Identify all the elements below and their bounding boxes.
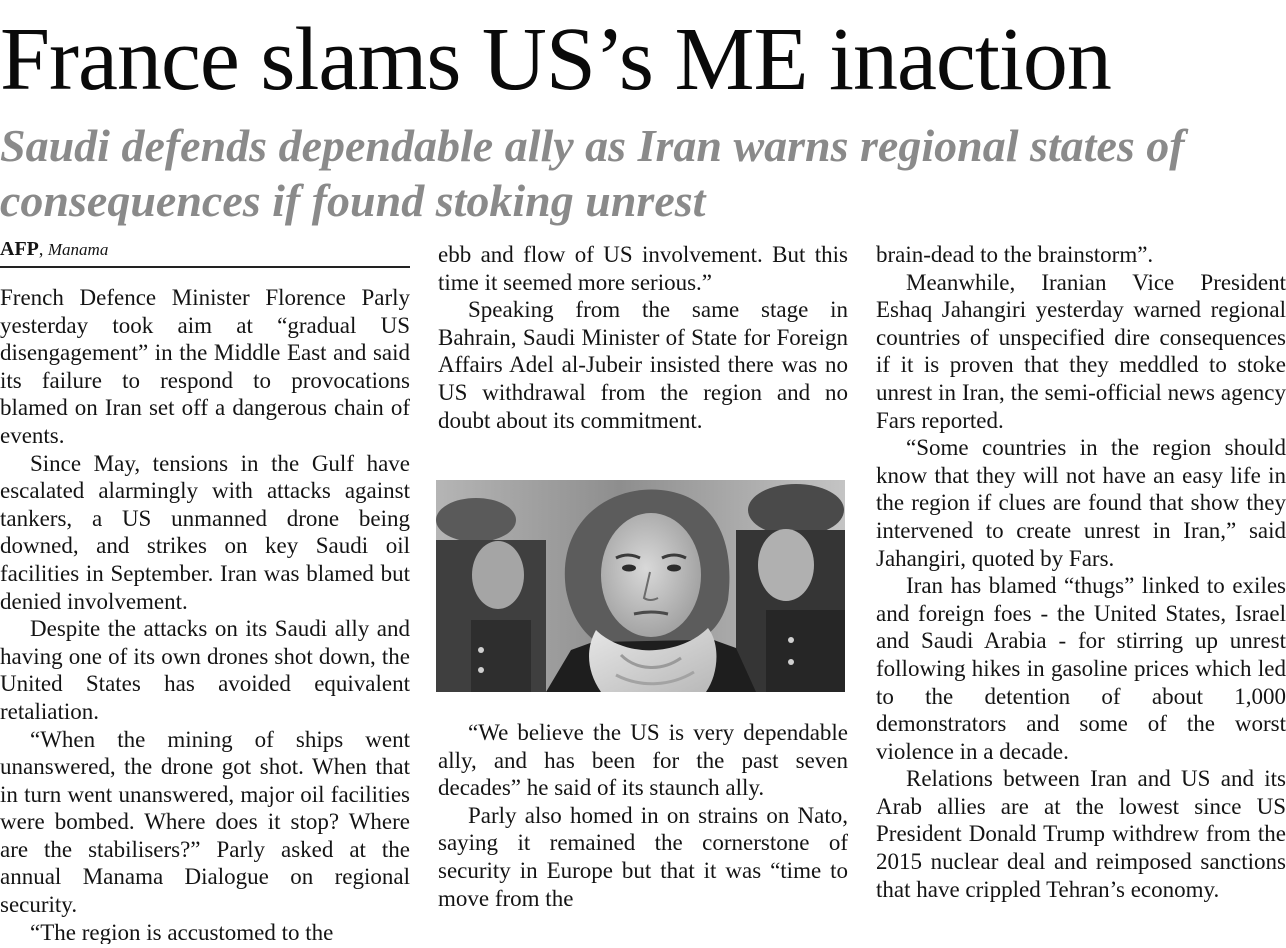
article-paragraph: Relations between Iran and US and its Arab allies are at the lowest since US President Donald Trump withdrew from the 2015 nuclear deal and reimposed sanctions that have crippled Tehran’s economy. xyxy=(876,766,1286,902)
article-paragraph: “The region is accustomed to the xyxy=(30,919,334,944)
headline: France slams US’s ME inaction xyxy=(0,10,1111,109)
subheadline: Saudi defends dependable ally as Iran warns regional states of consequences if found stoking unrest xyxy=(0,120,1185,226)
article-paragraph: Since May, tensions in the Gulf have escalated alarmingly with attacks against tankers, a US unmanned drone being downed, and strikes on key Saudi oil facilities in September. Iran was blamed but denied involvement. xyxy=(0,450,410,614)
article-column-2-top xyxy=(438,241,848,471)
article-paragraph: Meanwhile, Iranian Vice President Eshaq Jahangiri yesterday warned regional countries of unspecified dire consequences if it is proven that they meddled to stoke unrest in Iran, the semi-official news agency Fars reported. xyxy=(876,269,1286,433)
article-paragraph: Speaking from the same stage in Bahrain, Saudi Minister of State for Foreign Affairs Adel al-Jubeir insisted there was no US withdrawal from the region and no doubt about its commitment. xyxy=(438,297,848,433)
article-paragraph: “Some countries in the region should know that they will not have an easy life in the region if clues are found that show they intervened to create unrest in Iran,” said Jahangiri, quoted by Fars. xyxy=(876,435,1286,571)
article-paragraph: Despite the attacks on its Saudi ally and having one of its own drones shot down, the United States has avoided equivalent retaliation. xyxy=(0,616,410,724)
article-paragraph: French Defence Minister Florence Parly yesterday took aim at “gradual US disengagement” in the Middle East and said its failure to respond to provocations blamed on Iran set off a dangerous chain of events. xyxy=(0,285,410,448)
byline-separator: , xyxy=(38,239,48,259)
article-paragraph: “When the mining of ships went unanswered, the drone got shot. When that in turn went unanswered, major oil facilities were bombed. Where does it stop? Where are the stabilisers?” Parly asked at the annual Manama Dialogue on regional security. xyxy=(0,726,410,918)
article-paragraph: Parly also homed in on strains on Nato, saying it remained the cornerstone of security in Europe but that it was “time to move from the xyxy=(438,802,848,911)
article-paragraph: ebb and flow of US involvement. But this time it seemed more serious.” xyxy=(438,242,848,295)
article-column-1 xyxy=(0,284,410,944)
article-column-2-bottom xyxy=(438,719,848,947)
article-paragraph: “We believe the US is very dependable ally, and has been for the past seven decades” he said of its staunch ally. xyxy=(438,720,848,801)
article-paragraph: brain-dead to the brainstorm”. xyxy=(876,242,1154,267)
byline xyxy=(0,236,410,268)
byline-agency: AFP xyxy=(0,238,39,260)
photo-of-woman-in-scarf xyxy=(436,480,845,692)
article-paragraph: Iran has blamed “thugs” linked to exiles and foreign foes - the United States, Israel and Saudi Arabia - for stirring up unrest following hikes in gasoline prices which led to the detention of about 1,000 demonstrators and some of the worst violence in a decade. xyxy=(876,573,1286,764)
article-photo xyxy=(436,480,845,692)
article-column-3 xyxy=(876,241,1286,946)
byline-location: Manama xyxy=(47,240,109,259)
